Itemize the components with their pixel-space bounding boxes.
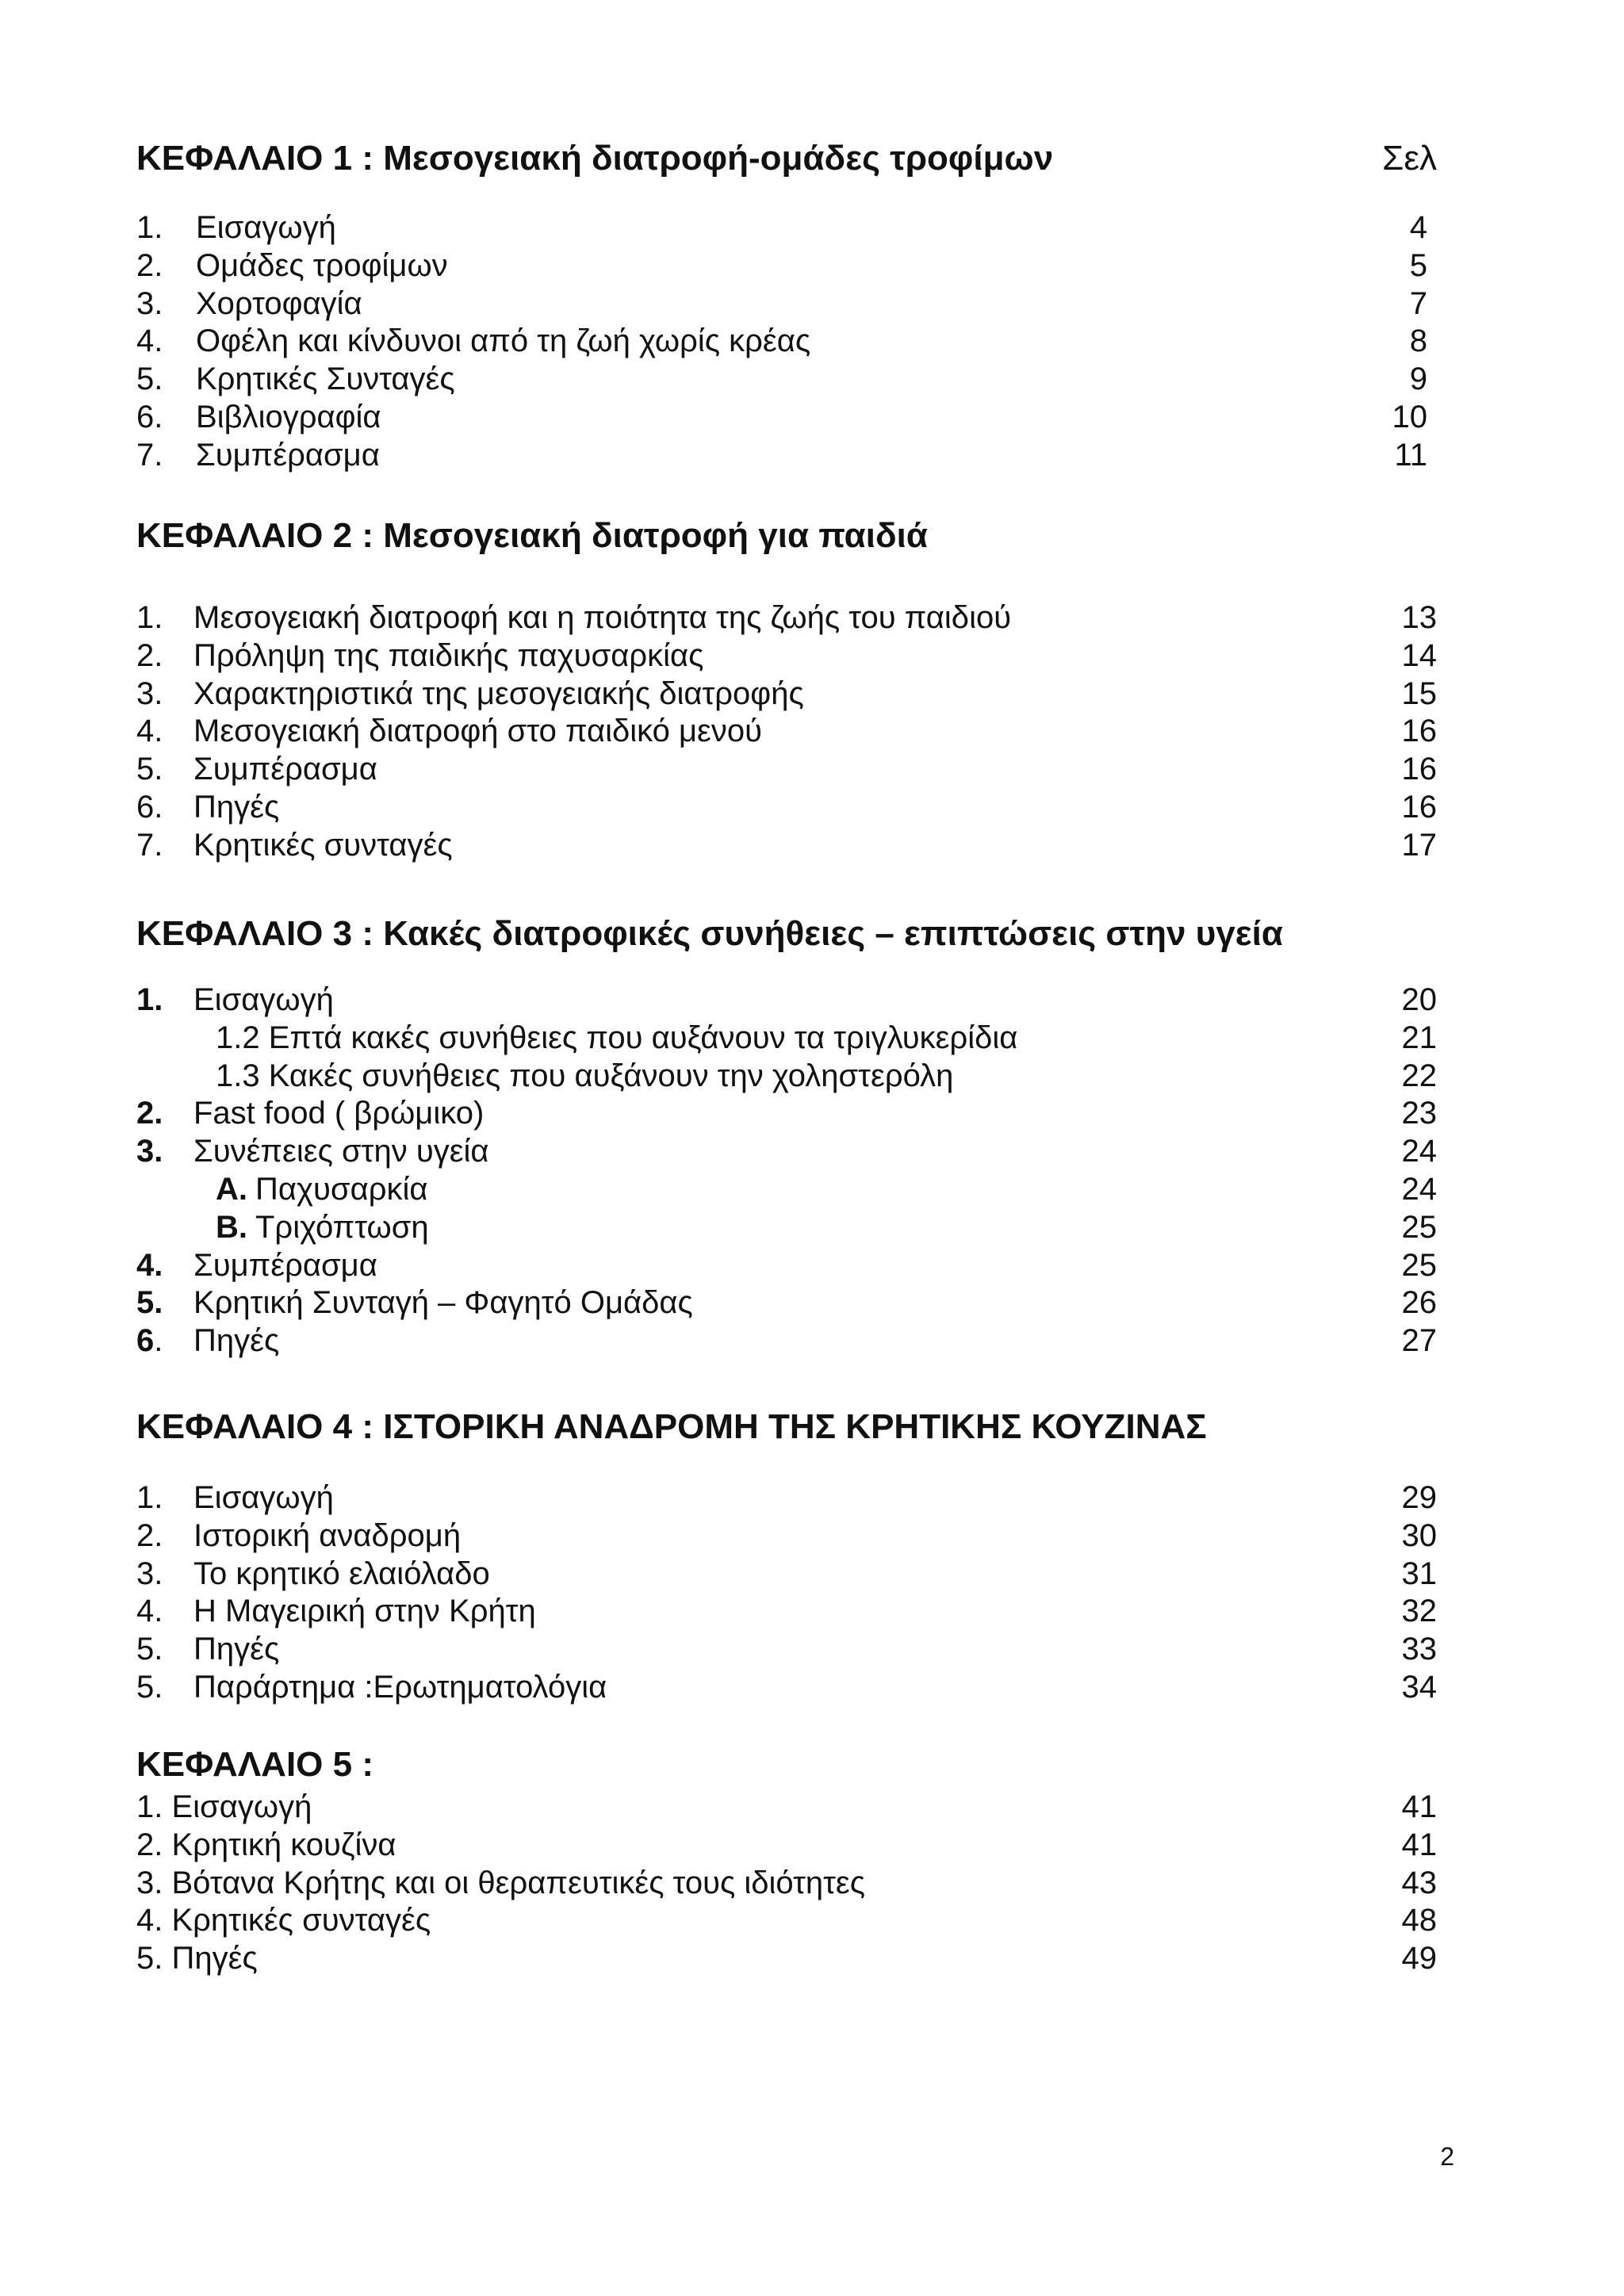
toc-entry <box>136 1631 1437 1669</box>
entry-number: 5. <box>136 1285 163 1321</box>
toc-entry <box>136 1247 1437 1285</box>
toc-subentry <box>136 1171 1437 1209</box>
toc-entry <box>136 982 1437 1020</box>
toc-entry <box>136 1827 1437 1865</box>
entry-label: Εισαγωγή <box>193 1480 334 1515</box>
entry-number-dot: . <box>154 1323 163 1359</box>
entry-page: 24 <box>1401 1134 1437 1169</box>
toc-entry <box>136 1517 1437 1556</box>
entry-label: Πηγές <box>193 1323 280 1359</box>
chapter-title <box>136 138 1437 179</box>
chapter-title-text: ΚΕΦΑΛΑΙΟ 4 : ΙΣΤΟΡΙΚΗ ΑΝΑΔΡΟΜΗ ΤΗΣ ΚΡΗΤΙΚΗΣ ΚΟΥΖΙΝΑΣ <box>136 1407 1207 1446</box>
entry-page: 17 <box>1401 827 1437 863</box>
entry-page: 33 <box>1401 1632 1437 1667</box>
toc-entry <box>136 1669 1437 1707</box>
entry-label: Βιβλιογραφία <box>196 399 381 434</box>
toc-entry <box>136 399 1437 437</box>
chapter-5 <box>136 1744 1437 1978</box>
entry-label: 2. Κρητική κουζίνα <box>136 1827 396 1862</box>
entry-number: 3. <box>136 1134 163 1169</box>
entry-label: Ιστορική αναδρομή <box>193 1517 462 1553</box>
toc-list <box>136 1479 1437 1707</box>
chapter-title-text: ΚΕΦΑΛΑΙΟ 1 : Μεσογειακή διατροφή-ομάδες τροφίμων <box>136 139 1054 178</box>
toc-entry <box>136 1284 1437 1322</box>
entry-number: 1. <box>136 1480 163 1515</box>
entry-label: 1. Εισαγωγή <box>136 1789 312 1824</box>
toc-subentry <box>136 1209 1437 1247</box>
entry-number: 4. <box>136 714 163 749</box>
entry-number: 3. <box>136 285 163 321</box>
entry-label: 5. Πηγές <box>136 1941 258 1976</box>
entry-number: 2. <box>136 637 163 673</box>
entry-label: Συμπέρασμα <box>193 752 377 787</box>
entry-number: 1. <box>136 982 163 1017</box>
entry-page: 27 <box>1401 1323 1437 1359</box>
chapter-title-text: ΚΕΦΑΛΑΙΟ 3 : Κακές διατροφικές συνήθειες – επιπτώσεις στην υγεία <box>136 914 1283 953</box>
toc-entry <box>136 599 1437 637</box>
entry-page: 29 <box>1401 1480 1437 1515</box>
entry-label: Συμπέρασμα <box>196 437 380 473</box>
entry-number: 6. <box>136 399 163 434</box>
entry-number: 7. <box>136 437 163 473</box>
entry-page: 16 <box>1401 752 1437 787</box>
entry-label: Η Μαγειρική στην Κρήτη <box>193 1594 536 1629</box>
chapter-title <box>136 515 1437 557</box>
entry-label: Κρητικές συνταγές <box>193 827 453 863</box>
entry-sub-marker: Α. <box>216 1171 247 1207</box>
entry-number: 6. <box>136 789 163 825</box>
entry-page: 8 <box>1409 323 1427 359</box>
entry-label: Πηγές <box>193 1632 280 1667</box>
entry-page: 25 <box>1401 1209 1437 1245</box>
entry-number: 4. <box>136 1594 163 1629</box>
entry-page: 9 <box>1409 362 1427 397</box>
entry-label: Οφέλη και κίνδυνοι από τη ζωή χωρίς κρέας <box>196 323 811 359</box>
toc-entry <box>136 789 1437 827</box>
entry-label: Ομάδες τροφίμων <box>196 247 448 283</box>
toc-entry <box>136 209 1437 247</box>
entry-label: Εισαγωγή <box>196 210 336 245</box>
entry-page: 25 <box>1401 1247 1437 1283</box>
entry-number-digit: 6 <box>136 1323 155 1359</box>
entry-label: Πηγές <box>193 789 280 825</box>
chapter-2 <box>136 515 1437 865</box>
page-column-header: Σελ <box>1382 139 1437 178</box>
entry-page: 24 <box>1401 1171 1437 1207</box>
entry-label: Μεσογειακή διατροφή και η ποιότητα της ζωής του παιδιού <box>193 600 1012 635</box>
entry-page: 43 <box>1401 1865 1437 1900</box>
toc-entry <box>136 1479 1437 1517</box>
chapter-3 <box>136 913 1437 1360</box>
entry-page: 5 <box>1409 247 1427 283</box>
toc-entry <box>136 285 1437 323</box>
entry-page: 20 <box>1401 982 1437 1017</box>
toc-list <box>136 1789 1437 1978</box>
toc-subentry <box>136 1020 1437 1058</box>
entry-label: Μεσογειακή διατροφή στο παιδικό μενού <box>193 714 763 749</box>
chapter-1 <box>136 138 1437 475</box>
entry-number: 3. <box>136 1556 163 1591</box>
entry-page: 41 <box>1401 1789 1437 1824</box>
entry-page: 4 <box>1409 210 1427 245</box>
entry-label: Το κρητικό ελαιόλαδο <box>193 1556 490 1591</box>
entry-label: Fast food ( βρώμικο) <box>193 1096 485 1131</box>
entry-number: 7. <box>136 827 163 863</box>
entry-label: Χαρακτηριστικά της μεσογειακής διατροφής <box>193 675 804 711</box>
entry-label: Εισαγωγή <box>193 982 334 1017</box>
toc-entry <box>136 1133 1437 1171</box>
entry-page: 34 <box>1401 1669 1437 1705</box>
entry-number: 2. <box>136 247 163 283</box>
entry-label: 1.2 Επτά κακές συνήθειες που αυξάνουν τα τριγλυκερίδια <box>216 1020 1018 1055</box>
entry-label: Κρητικές Συνταγές <box>196 362 455 397</box>
entry-label: Παχυσαρκία <box>255 1171 428 1207</box>
entry-label: Παράρτημα :Ερωτηματολόγια <box>193 1669 607 1705</box>
entry-page: 49 <box>1401 1941 1437 1976</box>
entry-number: 2. <box>136 1096 163 1131</box>
entry-page: 48 <box>1401 1903 1437 1938</box>
entry-number: 4. <box>136 1247 163 1283</box>
entry-page: 21 <box>1401 1020 1437 1055</box>
entry-number: 5. <box>136 1632 163 1667</box>
toc-entry <box>136 827 1437 865</box>
toc-list <box>136 209 1437 475</box>
entry-label: 1.3 Κακές συνήθειες που αυξάνουν την χοληστερόλη <box>216 1058 954 1093</box>
entry-page: 13 <box>1401 600 1437 635</box>
toc-entry <box>136 1593 1437 1631</box>
entry-number: 3. <box>136 675 163 711</box>
entry-label: 3. Βότανα Κρήτης και οι θεραπευτικές τους ιδιότητες <box>136 1865 866 1900</box>
toc-entry <box>136 1556 1437 1594</box>
chapter-title <box>136 1744 1437 1785</box>
toc-list <box>136 599 1437 865</box>
chapter-title-text: ΚΕΦΑΛΑΙΟ 2 : Μεσογειακή διατροφή για παιδιά <box>136 516 928 555</box>
entry-label: Τριχόπτωση <box>255 1209 429 1245</box>
entry-page: 31 <box>1401 1556 1437 1591</box>
chapter-title-text: ΚΕΦΑΛΑΙΟ 5 : <box>136 1745 373 1784</box>
entry-label: Χορτοφαγία <box>196 285 362 321</box>
toc-entry <box>136 361 1437 399</box>
entry-page: 22 <box>1401 1058 1437 1093</box>
entry-page: 16 <box>1401 789 1437 825</box>
entry-page: 30 <box>1401 1517 1437 1553</box>
toc-entry <box>136 675 1437 714</box>
entry-page: 26 <box>1401 1285 1437 1321</box>
toc-entry <box>136 1095 1437 1133</box>
entry-number: 4. <box>136 323 163 359</box>
entry-label: 4. Κρητικές συνταγές <box>136 1903 431 1938</box>
toc-subentry <box>136 1058 1437 1096</box>
toc-entry <box>136 247 1437 285</box>
entry-number: 1. <box>136 210 163 245</box>
entry-page: 11 <box>1394 437 1427 473</box>
page-number: 2 <box>1440 2142 1454 2171</box>
entry-number: 5. <box>136 752 163 787</box>
toc-entry <box>136 437 1437 475</box>
toc-entry <box>136 751 1437 789</box>
entry-page: 16 <box>1401 714 1437 749</box>
chapter-title <box>136 1406 1437 1448</box>
toc-entry <box>136 1789 1437 1827</box>
entry-page: 15 <box>1401 675 1437 711</box>
entry-label: Συνέπειες στην υγεία <box>193 1134 489 1169</box>
entry-label: Συμπέρασμα <box>193 1247 377 1283</box>
toc-entry <box>136 1902 1437 1940</box>
entry-number: 5. <box>136 1669 163 1705</box>
toc-entry <box>136 323 1437 361</box>
chapter-4 <box>136 1406 1437 1707</box>
entry-label: Κρητική Συνταγή – Φαγητό Ομάδας <box>193 1285 693 1321</box>
toc-entry <box>136 637 1437 675</box>
entry-number: 5. <box>136 362 163 397</box>
entry-sub-marker: Β. <box>216 1209 247 1245</box>
entry-label: Πρόληψη της παιδικής παχυσαρκίας <box>193 637 704 673</box>
toc-entry <box>136 1322 1437 1360</box>
entry-page: 10 <box>1392 399 1427 434</box>
entry-number: 1. <box>136 600 163 635</box>
entry-number <box>136 1322 163 1360</box>
entry-number: 2. <box>136 1517 163 1553</box>
entry-page: 32 <box>1401 1594 1437 1629</box>
entry-page: 23 <box>1401 1096 1437 1131</box>
toc-entry <box>136 713 1437 751</box>
entry-page: 7 <box>1409 285 1427 321</box>
toc-entry <box>136 1940 1437 1978</box>
entry-page: 14 <box>1401 637 1437 673</box>
chapter-title <box>136 913 1437 955</box>
toc-list <box>136 982 1437 1360</box>
entry-page: 41 <box>1401 1827 1437 1862</box>
toc-entry <box>136 1865 1437 1903</box>
